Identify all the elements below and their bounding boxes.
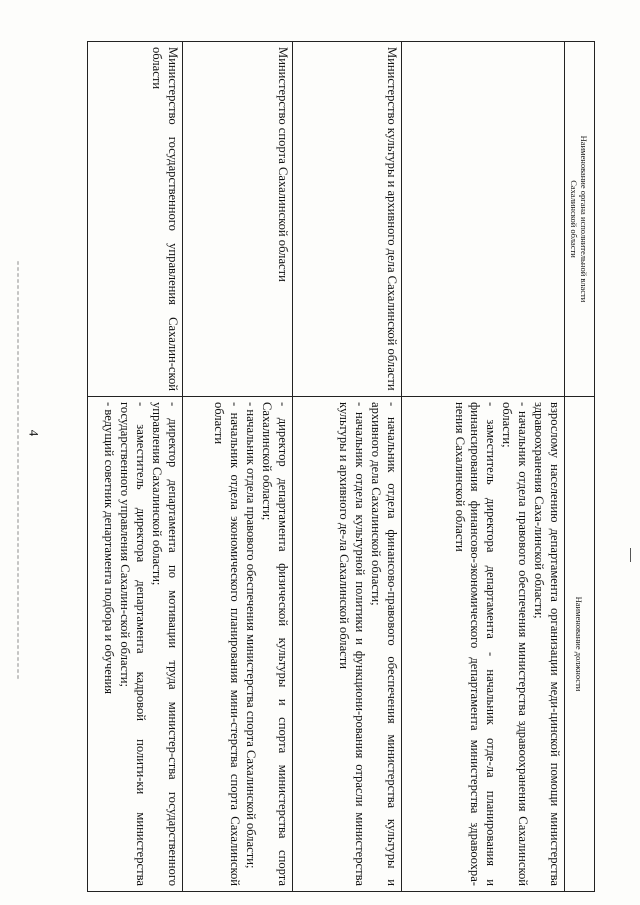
table-row	[183, 42, 293, 892]
position-item: - начальник отдела финансово-правового обеспечения министерства культуры и архивного дела Сахалинской области;	[369, 402, 399, 886]
position-item: - заместитель директора департамента - начальник отде-ла планирования и финансирования финансово-экономического департамента министерства здравоохра-нения Сахалинской области	[452, 402, 499, 886]
table-row	[402, 42, 565, 892]
rotated-table-container	[87, 41, 595, 891]
position-item: - начальник отдела правового обеспечения министерства спорта Сахалинской области;	[244, 402, 259, 869]
organ-cell: Министерство государственного управления Сахалин-ской области	[88, 42, 183, 397]
position-item: взрослому населению департамента организации меди-цинской помощи министерства здравоохранения Саха-линской области;	[532, 402, 562, 886]
organ-cell	[402, 42, 565, 397]
header-organ-line1: Наименование органа исполнительной власти	[579, 135, 590, 303]
margin-mark	[630, 548, 631, 562]
organ-cell: Министерство культуры и архивного дела Сахалинской области	[293, 42, 402, 397]
scan-fold-dots	[17, 260, 19, 680]
page-number: 4	[26, 429, 42, 437]
position-item: - начальник отдела экономического планирования мини-стерства спорта Сахалинской области	[212, 402, 243, 886]
position-item: - директор департамента по мотивации труда министер-ства государственного управления Сахалинской области;	[150, 402, 180, 886]
header-organ	[565, 42, 595, 397]
position-item: - директор департамента физической культуры и спорта министерства спорта Сахалинской области;	[260, 402, 290, 886]
table-row	[88, 42, 183, 892]
positions-cell	[402, 397, 565, 892]
organ-cell: Министерство спорта Сахалинской области	[183, 42, 293, 397]
positions-cell	[88, 397, 183, 892]
table-row	[293, 42, 402, 892]
header-organ-line2: Сахалинской области	[569, 180, 580, 258]
positions-cell	[293, 397, 402, 892]
position-item: - начальник отдела культурной политики и функциони-рования отрасли министерства культуры и архивного де-ла Сахалинской области	[337, 402, 368, 886]
positions-table	[87, 41, 595, 892]
position-item: - заместитель директора департамента кадровой полити-ки министерства государственного управления Сахалин-ской области;	[118, 402, 149, 886]
positions-cell	[183, 397, 293, 892]
header-position: Наименование должности	[565, 397, 595, 892]
position-item: - начальник отдела правового обеспечения министерства здравоохранения Сахалинской области;	[500, 402, 531, 886]
position-item: - ведущий советник департамента подбора и обучения	[102, 402, 117, 695]
table-header-row	[565, 42, 595, 892]
